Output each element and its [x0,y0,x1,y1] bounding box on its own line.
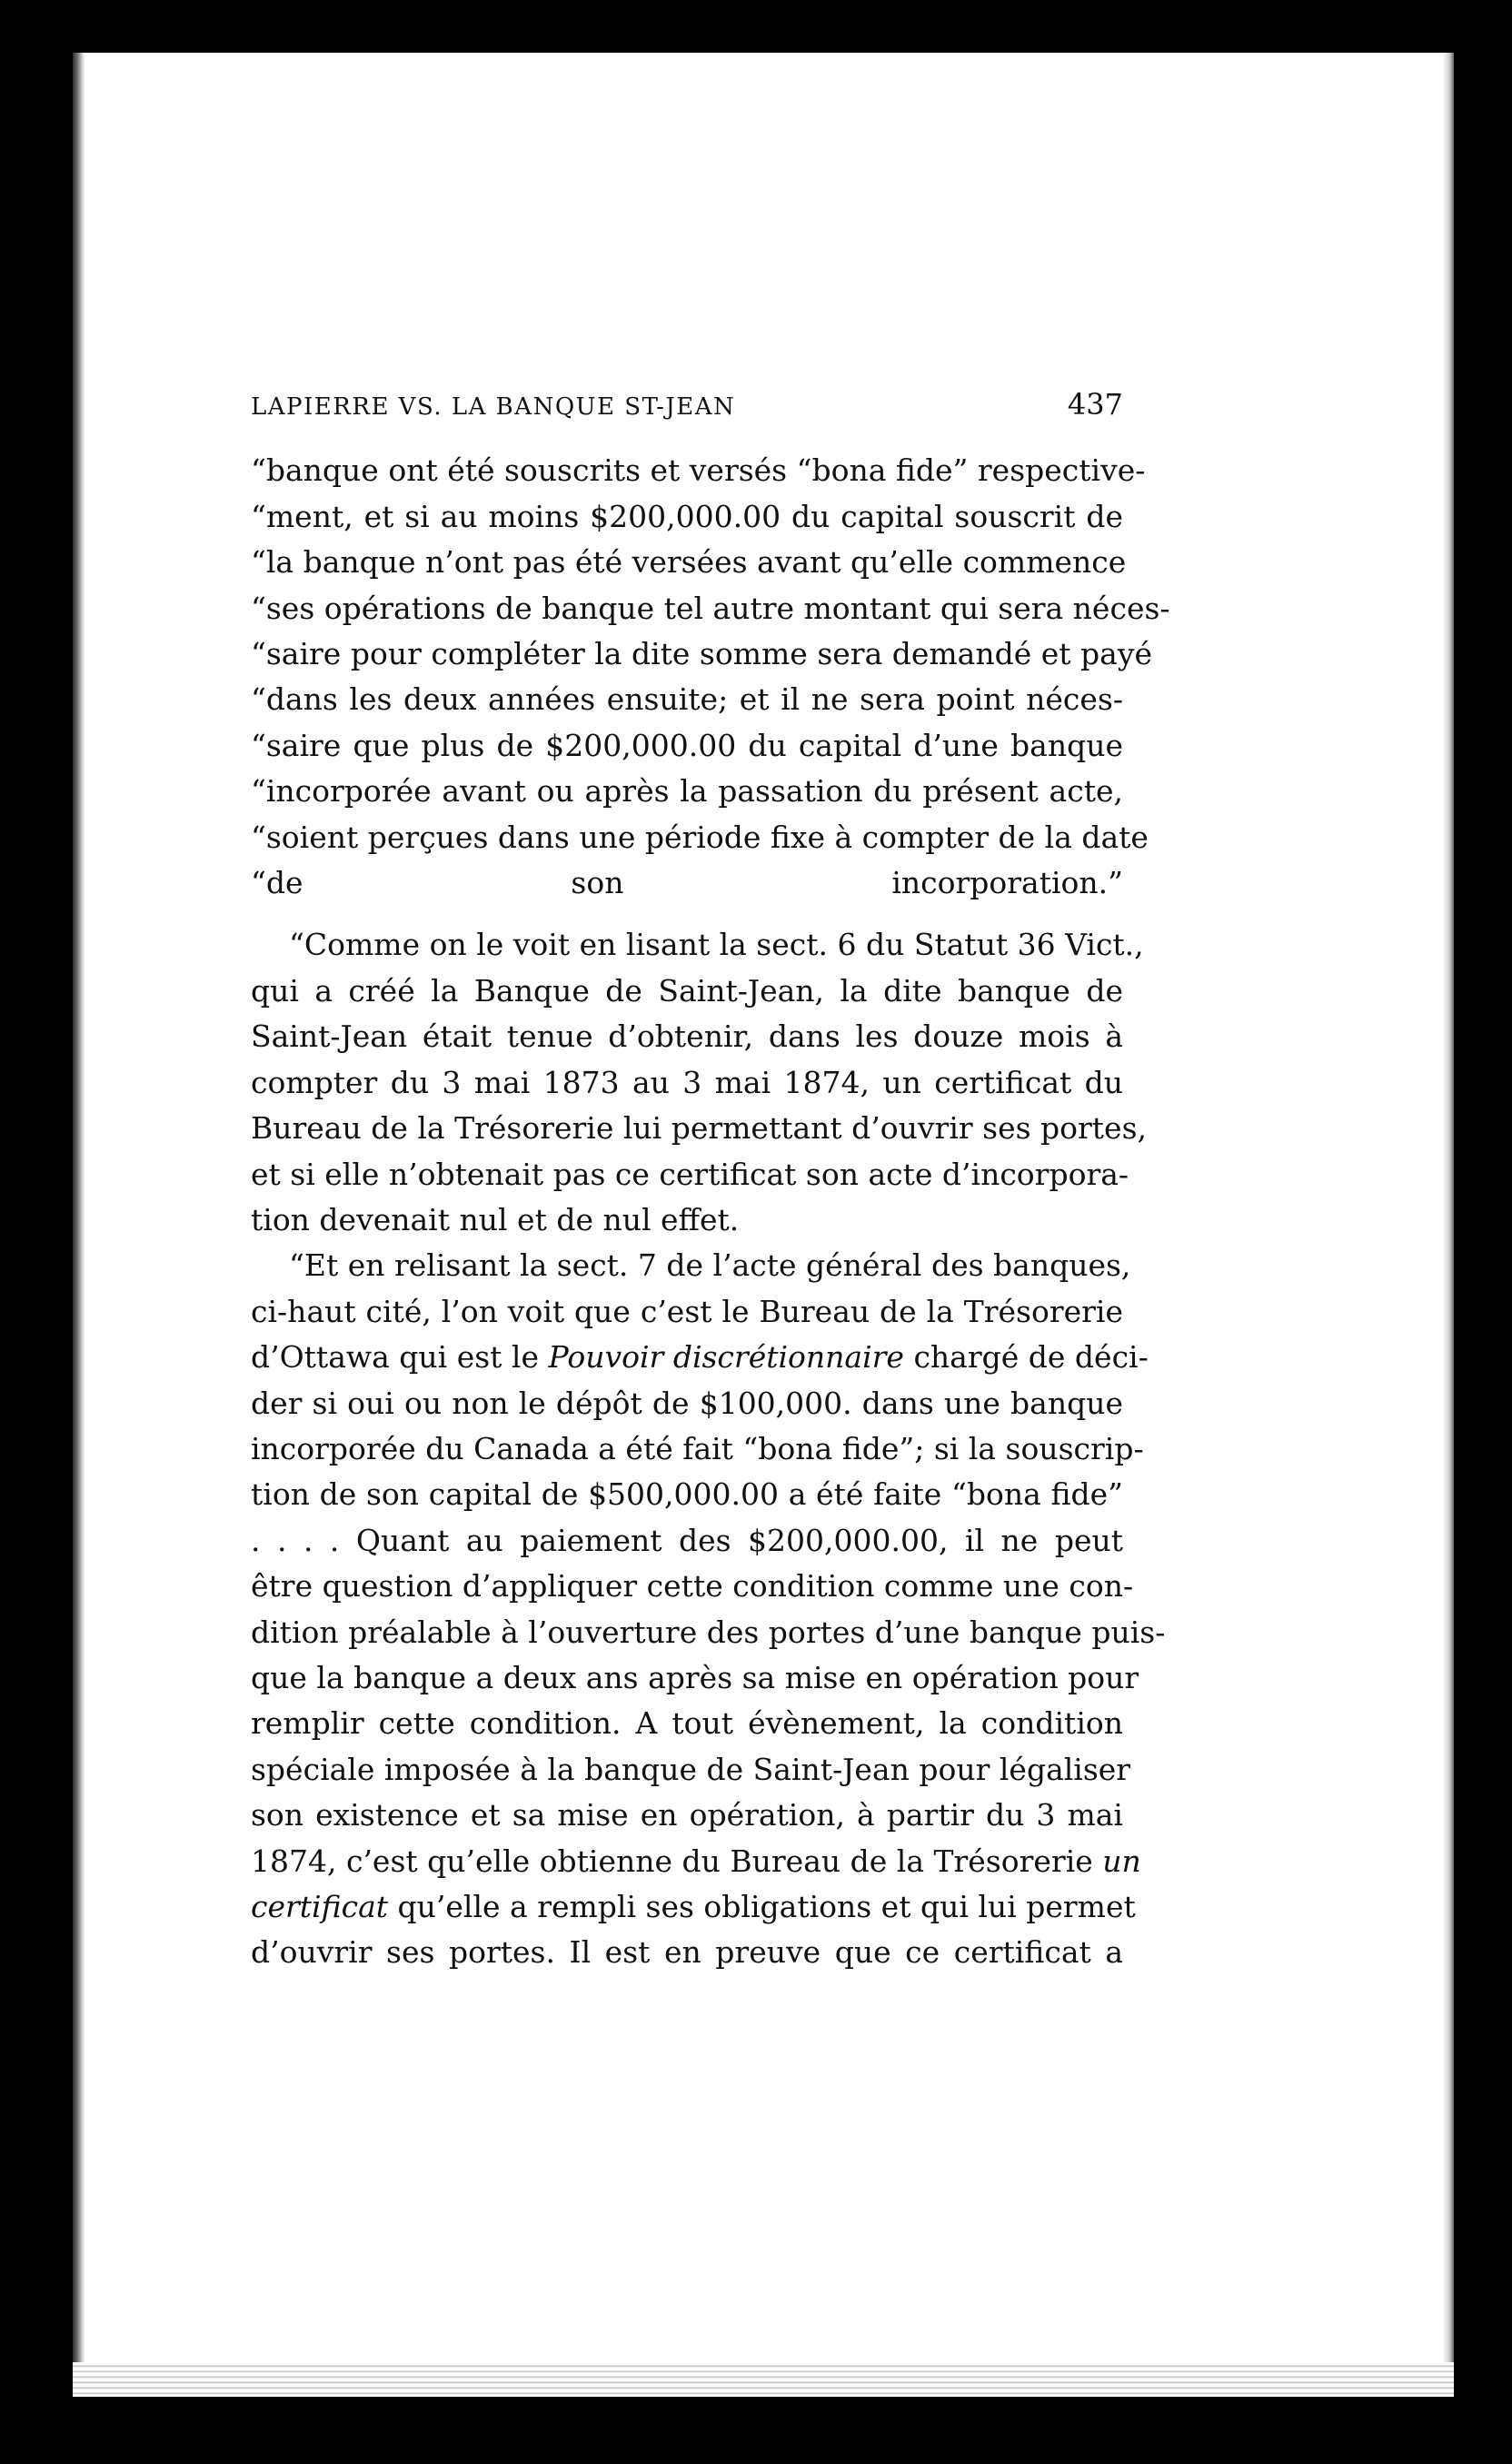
text-line: “saire que plus de $200,000.00 du capital d’une banque [251,727,1123,763]
running-head [251,382,1123,430]
text-line: tion de son capital de $500,000.00 a été faite “bona fide” [251,1476,1123,1513]
text-line: Saint-Jean était tenue d’obtenir, dans les douze mois à [251,1018,1123,1055]
paragraph-2 [251,922,1148,1243]
page-right-edge [1443,53,1454,2397]
text-line: que la banque a deux ans après sa mise en opération pour [251,1659,1139,1695]
text-line: “banque ont été souscrits et versés “bona fide” respective- [251,452,1146,489]
text-line: spéciale imposée à la banque de Saint-Jean pour légaliser [251,1751,1131,1787]
text-line: “ment, et si au moins $200,000.00 du capital souscrit de [251,498,1123,534]
text-line-with-italic [251,1839,1141,1884]
text-line: der si oui ou non le dépôt de $100,000. dans une banque [251,1385,1123,1421]
text-line: tion devenait nul et de nul effet. [251,1201,740,1237]
paragraph-1 [251,448,1170,906]
page-text-block [251,382,1170,1976]
italic-phrase: Pouvoir discrétionnaire [548,1339,904,1376]
text-run: 1874, c’est qu’elle obtienne du Bureau de la Trésorerie [251,1843,1103,1879]
paragraph-gap [251,906,1123,922]
text-line: Bureau de la Trésorerie lui permettant d’ouvrir ses portes, [251,1110,1148,1147]
text-line: d’ouvrir ses portes. Il est en preuve que ce certificat a [251,1934,1123,1971]
text-line-with-italic [251,1884,1136,1930]
paragraph-3 [251,1243,1166,1976]
text-line: “incorporée avant ou après la passation du présent acte, [251,773,1123,810]
page-bottom-edge [73,2362,1454,2397]
text-line: compter du 3 mai 1873 au 3 mai 1874, un certificat du [251,1064,1123,1100]
italic-word: un [1102,1843,1141,1879]
text-line: “dans les deux années ensuite; et il ne sera point néces- [251,681,1123,718]
text-line: être question d’appliquer cette condition comme une con- [251,1568,1134,1605]
text-line: ci-haut cité, l’on voit que c’est le Bureau de la Trésorerie [251,1293,1123,1329]
book-gutter-edge [73,53,85,2397]
text-line: “Comme on le voit en lisant la sect. 6 du Statut 36 Vict., [289,927,1144,963]
running-head-title: LAPIERRE VS. LA BANQUE ST-JEAN [251,393,736,421]
text-run: d’Ottawa qui est le [251,1339,549,1376]
page-number: 437 [1067,387,1123,422]
text-line: incorporée du Canada a été fait “bona fide”; si la souscrip- [251,1430,1144,1466]
text-line: remplir cette condition. A tout évènement, la condition [251,1705,1123,1742]
text-line: . . . . Quant au paiement des $200,000.00, il ne peut [251,1522,1123,1558]
text-line: qui a créé la Banque de Saint-Jean, la dite banque de [251,972,1123,1008]
text-line: “Et en relisant la sect. 7 de l’acte général des banques, [289,1247,1131,1284]
text-line: “soient perçues dans une période fixe à compter de la date [251,819,1149,855]
text-line: dition préalable à l’ouverture des portes d’une banque puis- [251,1614,1166,1650]
text-line: et si elle n’obtenait pas ce certificat son acte d’incorpora- [251,1156,1129,1192]
text-line: son existence et sa mise en opération, à partir du 3 mai [251,1797,1123,1833]
text-run: qu’elle a rempli ses obligations et qui lui permet [388,1889,1136,1924]
text-line-with-italic [251,1335,1149,1380]
text-line: “ses opérations de banque tel autre montant qui sera néces- [251,590,1170,626]
italic-word: certificat [251,1889,389,1924]
text-run: chargé de déci- [903,1339,1149,1376]
text-line: “saire pour compléter la dite somme sera demandé et payé [251,636,1152,672]
text-line: “de son incorporation.” [251,865,1123,901]
text-line: “la banque n’ont pas été versées avant qu’elle commence [251,544,1127,581]
